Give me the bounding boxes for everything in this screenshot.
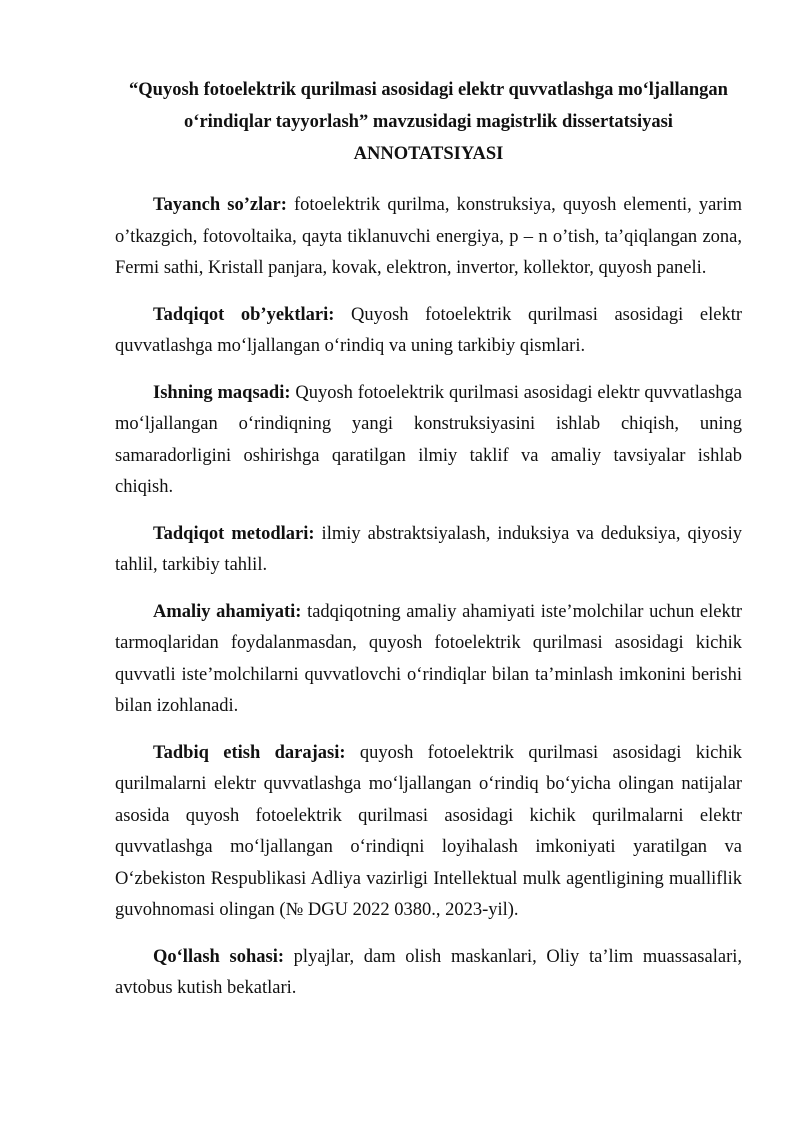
practical-significance-label: Amaliy ahamiyati: [153, 601, 302, 622]
application-area-label: Qo‘llash sohasi: [153, 946, 284, 967]
practical-significance-paragraph [115, 597, 742, 723]
work-goal-paragraph [115, 378, 742, 504]
research-methods-paragraph [115, 519, 742, 582]
application-area-text: plyajlar, dam olish maskanlari, Oliy ta’lim muassasalari, avtobus kutish bekatlari. [115, 946, 742, 998]
title-line-2: o‘rindiqlar tayyorlash” mavzusidagi magistrlik dissertatsiyasi [184, 112, 673, 132]
implementation-level-label: Tadbiq etish darajasi: [153, 742, 346, 763]
implementation-level-paragraph [115, 738, 742, 927]
research-objects-label: Tadqiqot ob’yektlari: [153, 304, 335, 325]
title-line-1: “Quyosh fotoelektrik qurilmasi asosidagi elektr quvvatlashga mo‘ljallangan [129, 80, 728, 100]
work-goal-label: Ishning maqsadi: [153, 382, 291, 403]
research-objects-text: Quyosh fotoelektrik qurilmasi asosidagi elektr quvvatlashga mo‘ljallangan o‘rindiq va uning tarkibiy qismlari. [115, 304, 742, 356]
document-title [115, 74, 742, 138]
keywords-paragraph [115, 190, 742, 285]
research-objects-paragraph [115, 300, 742, 363]
keywords-text: fotoelektrik qurilma, konstruksiya, quyosh elementi, yarim o’tkazgich, fotovoltaika, qayta tiklanuvchi energiya, p – n o’tish, ta’qiqlangan zona, Fermi sathi, Kristall panjara, kovak, elektron, invertor, kollektor, quyosh paneli. [115, 195, 742, 278]
application-area-paragraph [115, 942, 742, 1005]
research-methods-label: Tadqiqot metodlari: [153, 523, 315, 544]
work-goal-text: Quyosh fotoelektrik qurilmasi asosidagi elektr quvvatlashga mo‘ljallangan o‘rindiqning yangi konstruksiyasini ishlab chiqish, uning samaradorligini oshirishga qaratilgan ilmiy taklif va amaliy tavsiyalar ishlab chiqish. [115, 382, 742, 497]
implementation-level-text: quyosh fotoelektrik qurilmasi asosidagi kichik qurilmalarni elektr quvvatlashga mo‘ljallangan o‘rindiq bo‘yicha olingan natijalar asosida quyosh fotoelektrik qurilmasi asosidagi kichik qurilmalarni elektr quvvatlashga mo‘ljallangan o‘rindiqni loyihalash imkoniyati yaratilgan va O‘zbekiston Respublikasi Adliya vazirligi Intellektual mulk agentligining mualliflik guvohnomasi olingan (№ DGU 2022 0380., 2023-yil). [115, 742, 742, 920]
practical-significance-text: tadqiqotning amaliy ahamiyati iste’molchilar uchun elektr tarmoqlaridan foydalanmasdan, quyosh fotoelektrik qurilmasi asosidagi kichik quvvatli iste’molchilarni quvvatlovchi o‘rindiqlar bilan ta’minlash imkonini berishi bilan izohlanadi. [115, 601, 742, 716]
research-methods-text: ilmiy abstraktsiyalash, induksiya va deduksiya, qiyosiy tahlil, tarkibiy tahlil. [115, 523, 742, 575]
annotation-heading: ANNOTATSIYASI [353, 144, 504, 164]
keywords-label: Tayanch so’zlar: [153, 195, 287, 215]
